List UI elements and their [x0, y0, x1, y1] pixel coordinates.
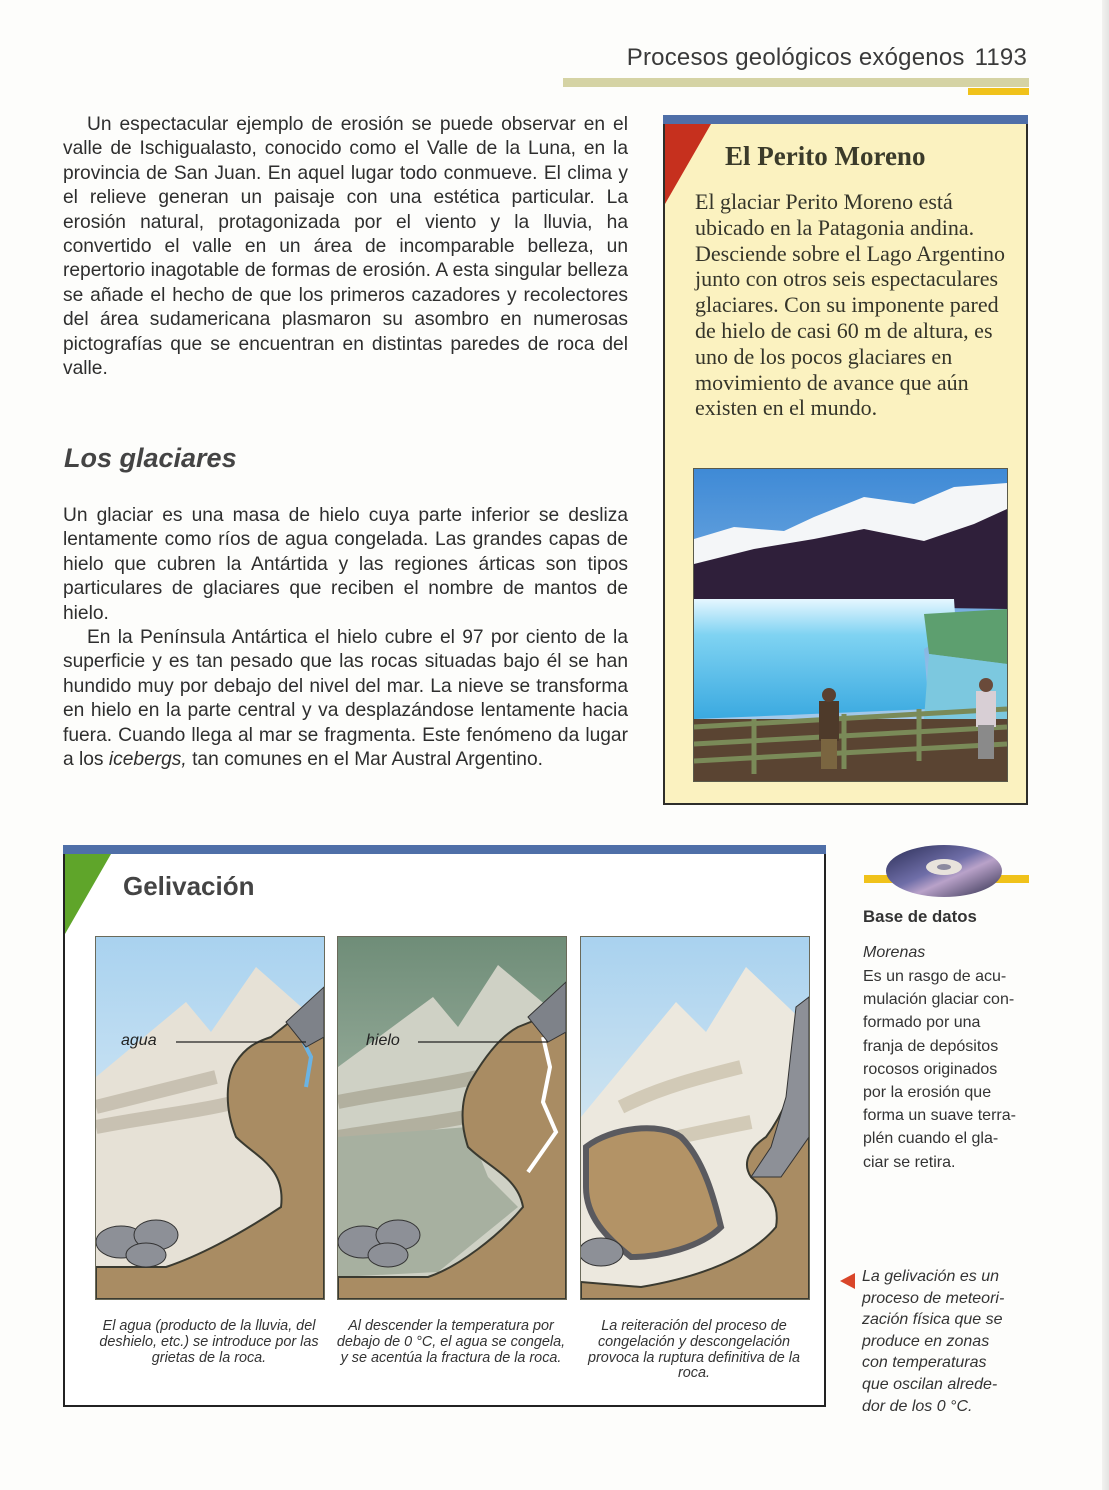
glaciares-paragraph-1: Un glaciar es una masa de hielo cuya parte inferior se desliza lentamente como ríos de agua congelada. Las grandes capas de hielo que cubren la Antártida y las regiones árticas son tipos particulares de glaciares que reciben el nombre de mantos de hielo. [63, 505, 628, 624]
box-top-bar [63, 845, 826, 854]
perito-moreno-box [663, 115, 1028, 805]
ice-stage-illustration [338, 937, 566, 1299]
gelivacion-box [63, 845, 826, 1407]
database-title: Base de datos [863, 907, 977, 926]
database-definition: Es un rasgo de acu- mulación glaciar con- formado por una franja de depósitos rocosos originados por la erosión que forma un suave terra- plén cuando el gla- ciar se retira. [863, 968, 1016, 1171]
caption-ice: Al descender la temperatura por debajo de 0 °C, el agua se congela, y se acentúa la fractura de la roca. [336, 1318, 566, 1366]
cd-disc-graphic [884, 843, 1004, 899]
icebergs-term: icebergs, [108, 749, 187, 771]
glaciares-paragraph-2 [63, 626, 628, 772]
perito-moreno-text: El glaciar Perito Moreno está ubicado en la Patagonia andina. Desciende sobre el Lago Argentino junto con otros seis espectaculares glaciares. Con su imponente pared de hielo de casi 60 m de altura, es uno de los pocos glaciares en movimiento de avance que aún existen en el mundo. [695, 189, 1005, 421]
cd-icon [884, 843, 1004, 904]
running-title: Procesos geológicos exógenos [626, 44, 965, 71]
perito-moreno-title: El Perito Moreno [725, 141, 926, 171]
illustration-panel-water [95, 936, 325, 1300]
running-head [627, 44, 1027, 72]
illustration-panel-rupture [580, 936, 810, 1300]
page-edge-shadow [1102, 0, 1109, 1490]
margin-note: La gelivación es un proceso de meteori- zación física que se produce en zonas con temperaturas que oscilan alrede- dor de los 0 °C. [862, 1268, 1005, 1415]
header-accent-bar [968, 88, 1029, 95]
boulders [581, 1238, 623, 1266]
box-top-bar [663, 115, 1028, 124]
paragraph-2-text: En la Península Antártica el hielo cubre el 97 por ciento de la superficie y es tan pesado que las rocas situadas bajo él se han hundido muy por debajo del nivel del mar. La nieve se transforma en hielo en la parte central y va desplazándose lentamente hacia fuera. Cuando llega al mar se fragmenta. Este fenómeno da lugar a los [63, 627, 628, 771]
intro-section [63, 113, 628, 381]
label-water: agua [121, 1032, 157, 1049]
gelivacion-title: Gelivación [123, 871, 255, 901]
glaciares-section [63, 504, 628, 772]
water-stage-illustration [96, 937, 324, 1299]
header-rule [563, 78, 1029, 87]
intro-paragraph: Un espectacular ejemplo de erosión se puede observar en el valle de Ischigualasto, conocido como el Valle de la Luna, en la provincia de San Juan. En aquel lugar todo conmueve. El clima y el relieve generan un paisaje con una estética particular. La erosión natural, protagonizada por el viento y la lluvia, ha convertido el valle en un área de incomparable belleza, un repertorio inagotable de formas de erosión. A esta singular belleza se añade el hecho de que los primeros cazadores y recolectores del área sudamericana plasmaron su asombro en numerosas pictografías que se encuentran en distintas paredes de roca del valle. [63, 114, 628, 380]
page-number: 1193 [974, 44, 1027, 71]
section-heading: Los glaciares [64, 443, 237, 473]
paragraph-2-text-end: tan comunes en el Mar Austral Argentino. [186, 749, 543, 771]
glacier-photo-illustration [694, 469, 1007, 781]
database-term: Morenas [863, 944, 926, 961]
triangle-pointer-icon [840, 1273, 855, 1289]
glacier-photo [693, 468, 1008, 782]
green-corner-accent [65, 854, 111, 934]
caption-water: El agua (producto de la lluvia, del deshielo, etc.) se introduce por las grietas de la roca. [99, 1318, 319, 1366]
rupture-stage-illustration [581, 937, 809, 1299]
illustration-panel-ice [337, 936, 567, 1300]
caption-rupture: La reiteración del proceso de congelación y descongelación provoca la ruptura definitiva de la roca. [588, 1318, 800, 1382]
label-ice: hielo [366, 1032, 400, 1049]
